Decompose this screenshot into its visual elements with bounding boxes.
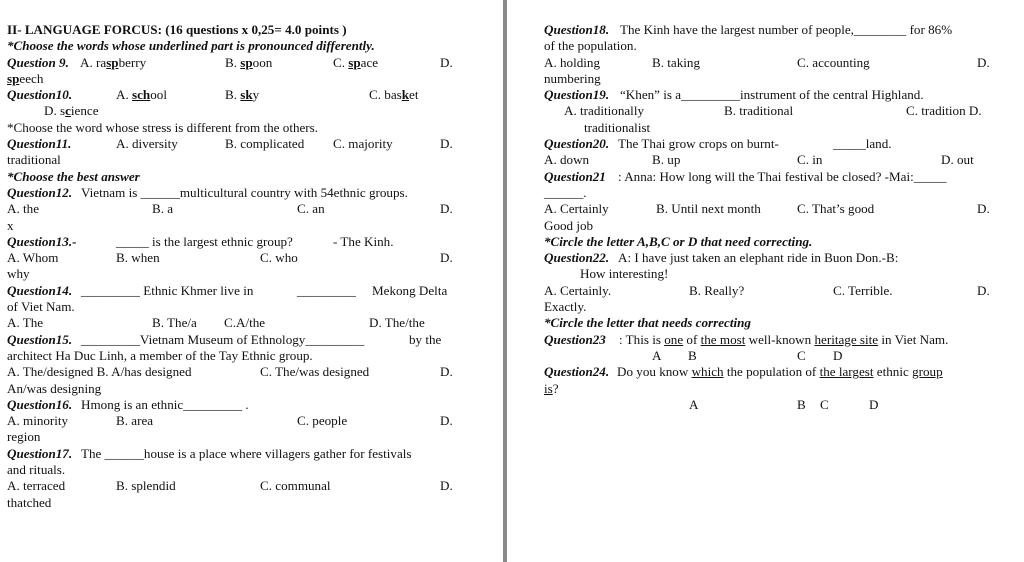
question-23-letters: A B C D xyxy=(652,347,843,363)
question-24-sentence: Do you know which the population of the largest ethnic group xyxy=(617,364,943,380)
question-19-cont: traditionalist xyxy=(584,119,651,135)
question-24: Question24. Do you know which the population of the largest ethnic group xyxy=(544,364,943,380)
instruction-stress: *Choose the word whose stress is different from the others. xyxy=(7,119,319,135)
question-16-options: A. minority B. area C. people D. xyxy=(7,413,453,429)
question-18: Question18. The Kinh have the largest number of people,________ for 86% xyxy=(544,22,953,37)
question-16: Question16. Hmong is an ethnic_________ . xyxy=(7,396,249,412)
question-17-cont2: thatched xyxy=(7,494,52,510)
question-21-cont2: Good job xyxy=(544,217,594,233)
question-14-cont: of Viet Nam. xyxy=(7,299,75,315)
question-13: Question13.- _____ is the largest ethnic group? - The Kinh. xyxy=(7,233,394,249)
question-20-options: A. down B. up C. in D. out xyxy=(544,152,974,168)
question-17-options: A. terraced B. splendid C. communal D. xyxy=(7,478,453,494)
question-19-options: A. traditionally B. traditional C. tradition D. xyxy=(564,103,982,119)
question-14: Question14. _________ Ethnic Khmer live in _________ Mekong Delta xyxy=(7,282,448,298)
question-label: Question 9. xyxy=(7,54,69,70)
question-9 xyxy=(7,55,462,71)
question-15-options: A. The/designed B. A/has designed C. The/was designed D. xyxy=(7,364,453,380)
instruction-correcting-2: *Circle the letter that needs correcting xyxy=(544,315,751,331)
section-heading: II- LANGUAGE FORCUS: (16 questions x 0,25= 4.0 points ) xyxy=(7,22,347,37)
question-15-cont2: An/was designing xyxy=(7,380,102,396)
instruction-pronunciation: *Choose the words whose underlined part is pronounced differently. xyxy=(7,38,375,54)
question-20: Question20. The Thai grow crops on burnt- _____land. xyxy=(544,136,892,152)
question-9-cont xyxy=(7,71,462,87)
question-17: Question17. The ______house is a place where villagers gather for festivals xyxy=(7,445,412,461)
question-18-cont2: numbering xyxy=(544,70,601,86)
question-18-cont: of the population. xyxy=(544,38,637,54)
question-11-cont: traditional xyxy=(7,152,61,168)
question-22-cont: How interesting! xyxy=(580,266,669,282)
question-19: Question19. “Khen” is a_________instrument of the central Highland. xyxy=(544,87,924,103)
question-21-cont: ______. xyxy=(544,184,587,200)
question-16-cont: region xyxy=(7,429,41,445)
question-22-cont2: Exactly. xyxy=(544,299,587,315)
question-15-cont: architect Ha Duc Linh, a member of the Tay Ethnic group. xyxy=(7,347,313,363)
question-23-sentence: : This is one of the most well-known heritage site in Viet Nam. xyxy=(619,331,949,347)
question-21-options: A. Certainly B. Until next month C. That’s good D. xyxy=(544,201,990,217)
option-c: C. space xyxy=(333,54,379,70)
option-d: speech xyxy=(7,70,44,86)
instruction-correcting: *Circle the letter A,B,C or D that need correcting. xyxy=(544,233,813,249)
option-c: C. basket xyxy=(369,87,419,103)
question-24-letters: A B C D xyxy=(689,396,879,412)
question-23: Question23 : This is one of the most well-known heritage site in Viet Nam. xyxy=(544,331,949,347)
option-d: D. science xyxy=(44,103,99,119)
question-10: Question10. A. school B. sky C. basket xyxy=(7,87,419,103)
question-12-options: A. the B. a C. an D. xyxy=(7,201,453,217)
question-11: Question11. A. diversity B. complicated C. majority D. xyxy=(7,136,453,152)
option-b: B. spoon xyxy=(225,54,273,70)
left-column xyxy=(7,22,462,511)
question-17-cont: and rituals. xyxy=(7,462,66,478)
question-12: Question12. Vietnam is ______multicultural country with 54ethnic groups. xyxy=(7,184,408,200)
column-divider xyxy=(503,0,507,562)
instruction-best-answer: *Choose the best answer xyxy=(7,168,140,184)
question-24-cont: is? xyxy=(544,380,559,396)
right-column xyxy=(544,22,994,413)
question-12-cont: x xyxy=(7,217,14,233)
option-b: B. sky xyxy=(225,87,260,103)
question-22: Question22. A: I have just taken an elephant ride in Buon Don.-B: xyxy=(544,250,899,266)
option-d-letter: D. xyxy=(440,54,453,70)
option-a: A. school xyxy=(116,87,167,103)
question-14-options: A. The B. The/a C.A/the D. The/the xyxy=(7,315,425,331)
question-13-cont: why xyxy=(7,266,30,282)
question-13-options: A. Whom B. when C. who D. xyxy=(7,250,453,266)
question-15: Question15. _________Vietnam Museum of Ethnology_________ by the xyxy=(7,331,442,347)
question-21: Question21 : Anna: How long will the Thai festival be closed? -Mai:_____ xyxy=(544,168,947,184)
question-10-cont xyxy=(7,103,462,119)
option-a: A. raspberry xyxy=(80,54,147,70)
question-18-options: A. holding B. taking C. accounting D. xyxy=(544,54,990,70)
question-22-options: A. Certainly. B. Really? C. Terrible. D. xyxy=(544,282,990,298)
